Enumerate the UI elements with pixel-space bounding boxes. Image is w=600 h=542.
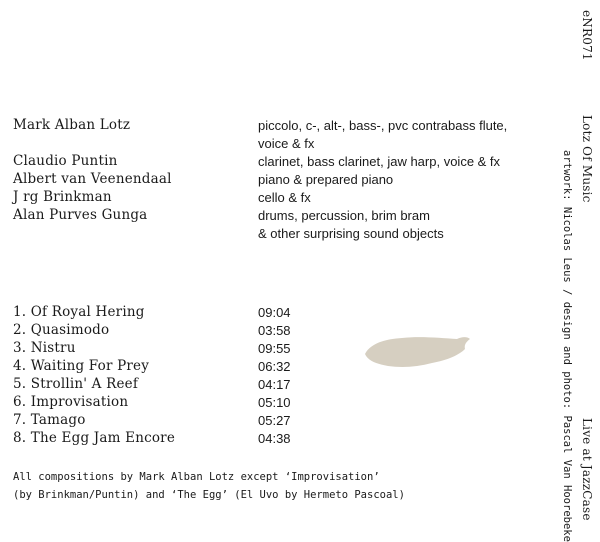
musician-instruments: drums, percussion, brim bram <box>258 208 430 223</box>
musician-instruments: voice & fx <box>258 136 315 151</box>
track-duration: 05:10 <box>258 395 291 410</box>
track-duration: 09:55 <box>258 341 291 356</box>
musician-name: Mark Alban Lotz <box>13 117 131 133</box>
track-title: 2. Quasimodo <box>13 322 110 338</box>
musician-instruments: piccolo, c-, alt-, bass-, pvc contrabass flute, <box>258 118 508 133</box>
catalog-number: eNR071 <box>580 10 594 61</box>
track-title: 6. Improvisation <box>13 394 129 410</box>
track-duration: 03:58 <box>258 323 291 338</box>
musician-instruments: cello & fx <box>258 190 311 205</box>
track-duration: 04:17 <box>258 377 291 392</box>
track-title: 3. Nistru <box>13 340 76 356</box>
track-title: 4. Waiting For Prey <box>13 358 150 374</box>
credits-line: All compositions by Mark Alban Lotz except ‘Improvisation’ <box>13 471 380 483</box>
musician-instruments: clarinet, bass clarinet, jaw harp, voice & fx <box>258 154 501 169</box>
musician-instruments: piano & prepared piano <box>258 172 394 187</box>
track-duration: 06:32 <box>258 359 291 374</box>
musician-instruments: & other surprising sound objects <box>258 226 444 241</box>
artist-name: Lotz Of Music <box>580 115 594 203</box>
track-title: 1. Of Royal Hering <box>13 304 145 320</box>
track-duration: 05:27 <box>258 413 291 428</box>
track-title: 7. Tamago <box>13 412 86 428</box>
album-title: Live at JazzCase <box>580 418 594 521</box>
musician-name: J rg Brinkman <box>13 189 112 205</box>
musician-name: Claudio Puntin <box>13 153 118 169</box>
track-duration: 04:38 <box>258 431 291 446</box>
track-title: 5. Strollin' A Reef <box>13 376 139 392</box>
musician-name: Albert van Veenendaal <box>13 171 172 187</box>
track-list <box>13 304 313 454</box>
track-title: 8. The Egg Jam Encore <box>13 430 176 446</box>
musician-name: Alan Purves Gunga <box>13 207 148 223</box>
artwork-credit: artwork: Nicolas Leus / design and photo: Pascal Van Hoorebeke <box>561 150 573 542</box>
fish-illustration <box>362 330 472 375</box>
credits-line: (by Brinkman/Puntin) and ‘The Egg’ (El Uvo by Hermeto Pascoal) <box>13 489 405 501</box>
track-duration: 09:04 <box>258 305 291 320</box>
